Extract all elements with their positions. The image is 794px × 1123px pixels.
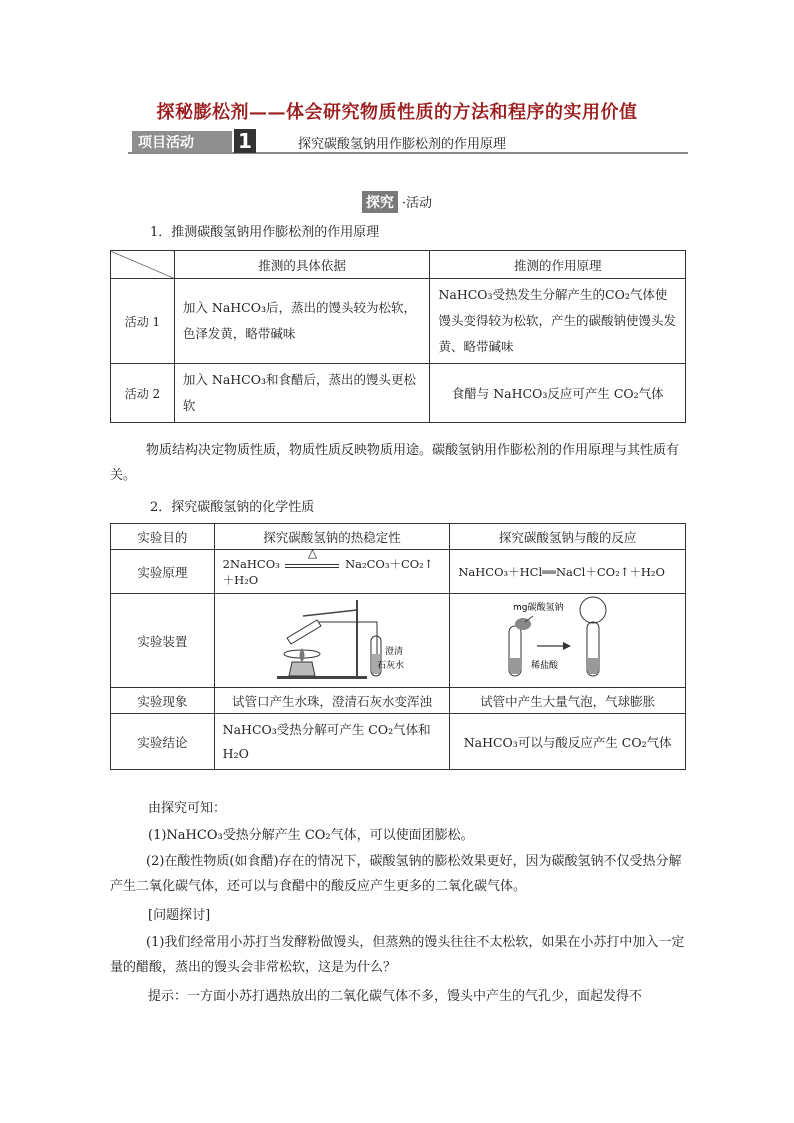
discussion-hint: 提示：一方面小苏打遇热放出的二氧化碳气体不多，馒头中产生的气孔少，面起发得不 bbox=[148, 989, 643, 1004]
table-cell: NaHCO₃受热发生分解产生的CO₂气体使馒头变得较为松软，产生的碳酸钠使馒头发黄、略带碱味 bbox=[430, 279, 686, 364]
equation-acid-reaction: NaHCO₃＋HCl══NaCl＋CO₂↑＋H₂O bbox=[450, 550, 686, 594]
explore-tag: 探究 bbox=[362, 191, 398, 213]
column-header: 探究碳酸氢钠与酸的反应 bbox=[450, 524, 686, 550]
table-cell: NaHCO₃可以与酸反应产生 CO₂气体 bbox=[450, 714, 686, 770]
table-cell: 试管中产生大量气泡，气球膨胀 bbox=[450, 688, 686, 714]
row-label: 实验原理 bbox=[111, 550, 215, 594]
project-activity-bar bbox=[128, 129, 688, 155]
summary-point-2: (2)在酸性物质(如食醋)存在的情况下，碳酸氢钠的膨松效果更好，因为碳酸氢钠不仅受热分解产生二氧化碳气体，还可以与食醋中的酸反应产生更多的二氧化碳气体。 bbox=[110, 854, 682, 894]
row-label: 实验结论 bbox=[111, 714, 215, 770]
summary-point-1: (1)NaHCO₃受热分解产生 CO₂气体，可以使面团膨松。 bbox=[148, 828, 474, 843]
heating-apparatus-illustration bbox=[257, 596, 407, 682]
label-limewater-2: 石灰水 bbox=[377, 661, 405, 671]
project-number: 1 bbox=[234, 129, 256, 153]
heat-symbol: △ bbox=[307, 545, 318, 560]
page-title: 探秘膨松剂——体会研究物质性质的方法和程序的实用价值 bbox=[156, 102, 638, 123]
section2-heading: 2．探究碳酸氢钠的化学性质 bbox=[150, 500, 315, 515]
inference-table bbox=[110, 250, 686, 423]
discussion-title: [问题探讨] bbox=[148, 908, 211, 923]
row-label: 活动 1 bbox=[111, 279, 175, 364]
row-label: 实验目的 bbox=[111, 524, 215, 550]
apparatus-heating-image bbox=[214, 594, 450, 688]
apparatus-acid-image bbox=[450, 594, 686, 688]
section1-heading: 1．推测碳酸氢钠用作膨松剂的作用原理 bbox=[150, 225, 380, 240]
table-cell: 试管口产生水珠，澄清石灰水变浑浊 bbox=[214, 688, 450, 714]
diagonal-header-cell bbox=[111, 251, 175, 279]
project-subtitle: 探究碳酸氢钠用作膨松剂的作用原理 bbox=[298, 137, 507, 152]
balloon-apparatus-illustration bbox=[493, 596, 643, 682]
project-badge: 项目活动 bbox=[132, 131, 232, 153]
column-header: 探究碳酸氢钠的热稳定性 bbox=[214, 524, 450, 550]
equation-decomposition: 2NaHCO₃ △ Na₂CO₃＋CO₂↑＋H₂O bbox=[214, 550, 450, 594]
row-label: 活动 2 bbox=[111, 364, 175, 423]
discussion-question-1: (1)我们经常用小苏打当发酵粉做馒头，但蒸熟的馒头往往不太松软，如果在小苏打中加入一定量的醋酸，蒸出的馒头会非常松软，这是为什么？ bbox=[110, 935, 685, 975]
label-sodium-bicarbonate: mg碳酸氢钠 bbox=[512, 603, 564, 613]
column-header: 推测的作用原理 bbox=[430, 251, 686, 279]
table-cell: 食醋与 NaHCO₃反应可产生 CO₂气体 bbox=[430, 364, 686, 423]
paragraph: 物质结构决定物质性质，物质性质反映物质用途。碳酸氢钠用作膨松剂的作用原理与其性质有关。 bbox=[110, 443, 680, 483]
label-limewater-1: 澄清 bbox=[385, 647, 404, 657]
label-dilute-hcl: 稀盐酸 bbox=[530, 661, 558, 671]
table-cell: 加入 NaHCO₃后，蒸出的馒头较为松软，色泽发黄，略带碱味 bbox=[174, 279, 430, 364]
column-header: 推测的具体依据 bbox=[174, 251, 430, 279]
summary-intro: 由探究可知： bbox=[148, 801, 227, 816]
explore-suffix: ·活动 bbox=[401, 196, 433, 211]
table-cell: 加入 NaHCO₃和食醋后，蒸出的馒头更松软 bbox=[174, 364, 430, 423]
table-cell: NaHCO₃受热分解可产生 CO₂气体和 H₂O bbox=[214, 714, 450, 770]
row-label: 实验现象 bbox=[111, 688, 215, 714]
row-label: 实验装置 bbox=[111, 594, 215, 688]
explore-activity-label bbox=[0, 191, 794, 213]
experiment-table bbox=[110, 523, 686, 770]
